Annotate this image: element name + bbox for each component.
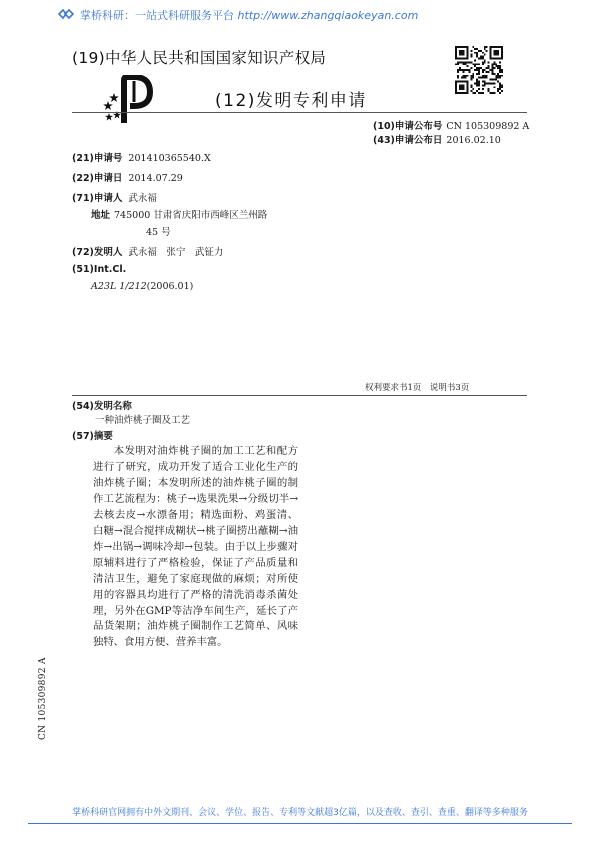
inventors: 武永福 张宁 武钲力: [128, 247, 224, 258]
address-row: [91, 207, 267, 221]
zhangqiao-logo-icon: [58, 8, 74, 20]
intcl-value-row: [91, 281, 193, 292]
app-no: 201410365540.X: [128, 153, 211, 164]
abstract-divider: [72, 395, 527, 396]
abstract-label-row: [72, 428, 119, 442]
app-date: 2014.07.29: [128, 173, 183, 184]
intcl-label: (51)Int.Cl.: [72, 264, 127, 275]
invention-title: 一种油炸桃子圈及工艺: [95, 415, 191, 426]
abstract-text: 本发明对油炸桃子圈的加工工艺和配方进行了研究，成功开发了适合工业化生产的油炸桃子圈；本发明所述的油炸桃子圈的制作工艺流程为：桃子→选果洗果→分级切半→去核去皮→水漂备用；精选面粉、鸡蛋清、白糖→混合搅拌成糊状→桃子圈捞出蘸糊→油炸→出锅→调味冷却→包装。由于以上步骤对原辅料进行了严格检验，保证了产品质量和清洁卫生，避免了家庭现做的麻烦；对所使用的容器具均进行了严格的清洗消毒杀菌处理，另外在GMP等洁净车间生产，延长了产品货架期；油炸桃子圈制作工艺简单、风味独特、食用方便、营养丰富。: [93, 445, 298, 649]
address-line2: 45 号: [146, 227, 171, 238]
top-banner: [0, 0, 600, 28]
application-number-row: [72, 150, 211, 164]
banner-url[interactable]: http://www.zhangqiaokeyan.com: [237, 9, 419, 22]
applicant-row: [72, 190, 157, 204]
invention-title-label: [72, 398, 138, 412]
inventors-label: (72)发明人: [72, 247, 123, 258]
office-name: 中华人民共和国国家知识产权局: [105, 49, 327, 67]
application-date-row: [72, 170, 183, 184]
header-divider: [72, 112, 527, 113]
doc-type: 发明专利申请: [255, 91, 367, 111]
inventors-row: [72, 244, 223, 258]
app-no-label: (21)申请号: [72, 153, 123, 164]
office-heading: [72, 46, 326, 68]
publication-date-row: [373, 132, 501, 146]
document-type-heading: [215, 86, 367, 111]
banner-text: [80, 7, 418, 23]
pub-no-label: (10)申请公布号: [373, 121, 443, 132]
doc-type-num: (12): [215, 91, 256, 111]
banner-site-name: 掌桥科研：: [80, 9, 135, 22]
intcl-version: (2006.01): [146, 281, 194, 292]
pub-date-label: (43)申请公布日: [373, 135, 443, 146]
intcl-row: [72, 264, 132, 275]
footer-text: 掌桥科研官网拥有中外文期刊、会议、学位、报告、专利等文献超3亿篇，以及查收、查引、查重、翻译等多种服务: [72, 808, 528, 818]
cnipa-emblem-icon: [100, 75, 156, 125]
side-publication-number: CN 105309892 A: [38, 657, 48, 740]
title-label: (54)发明名称: [72, 401, 132, 412]
abstract-label: (57)摘要: [72, 431, 113, 442]
intcl-code: A23L 1/212: [91, 281, 147, 292]
publication-number-row: [373, 118, 529, 132]
pub-no: CN 105309892 A: [446, 121, 530, 132]
office-num: (19): [72, 49, 106, 67]
app-date-label: (22)申请日: [72, 173, 123, 184]
applicant: 武永福: [128, 193, 157, 204]
address-label: 地址: [91, 210, 111, 221]
pub-date: 2016.02.10: [446, 135, 501, 146]
footer-divider: [28, 823, 572, 824]
page-count: 权利要求书1页 说明书3页: [365, 383, 470, 393]
qr-code-icon: [455, 46, 503, 94]
applicant-label: (71)申请人: [72, 193, 123, 204]
address-line1: 745000 甘肃省庆阳市西峰区兰州路: [114, 210, 268, 221]
banner-slogan: 一站式科研服务平台: [135, 9, 234, 22]
